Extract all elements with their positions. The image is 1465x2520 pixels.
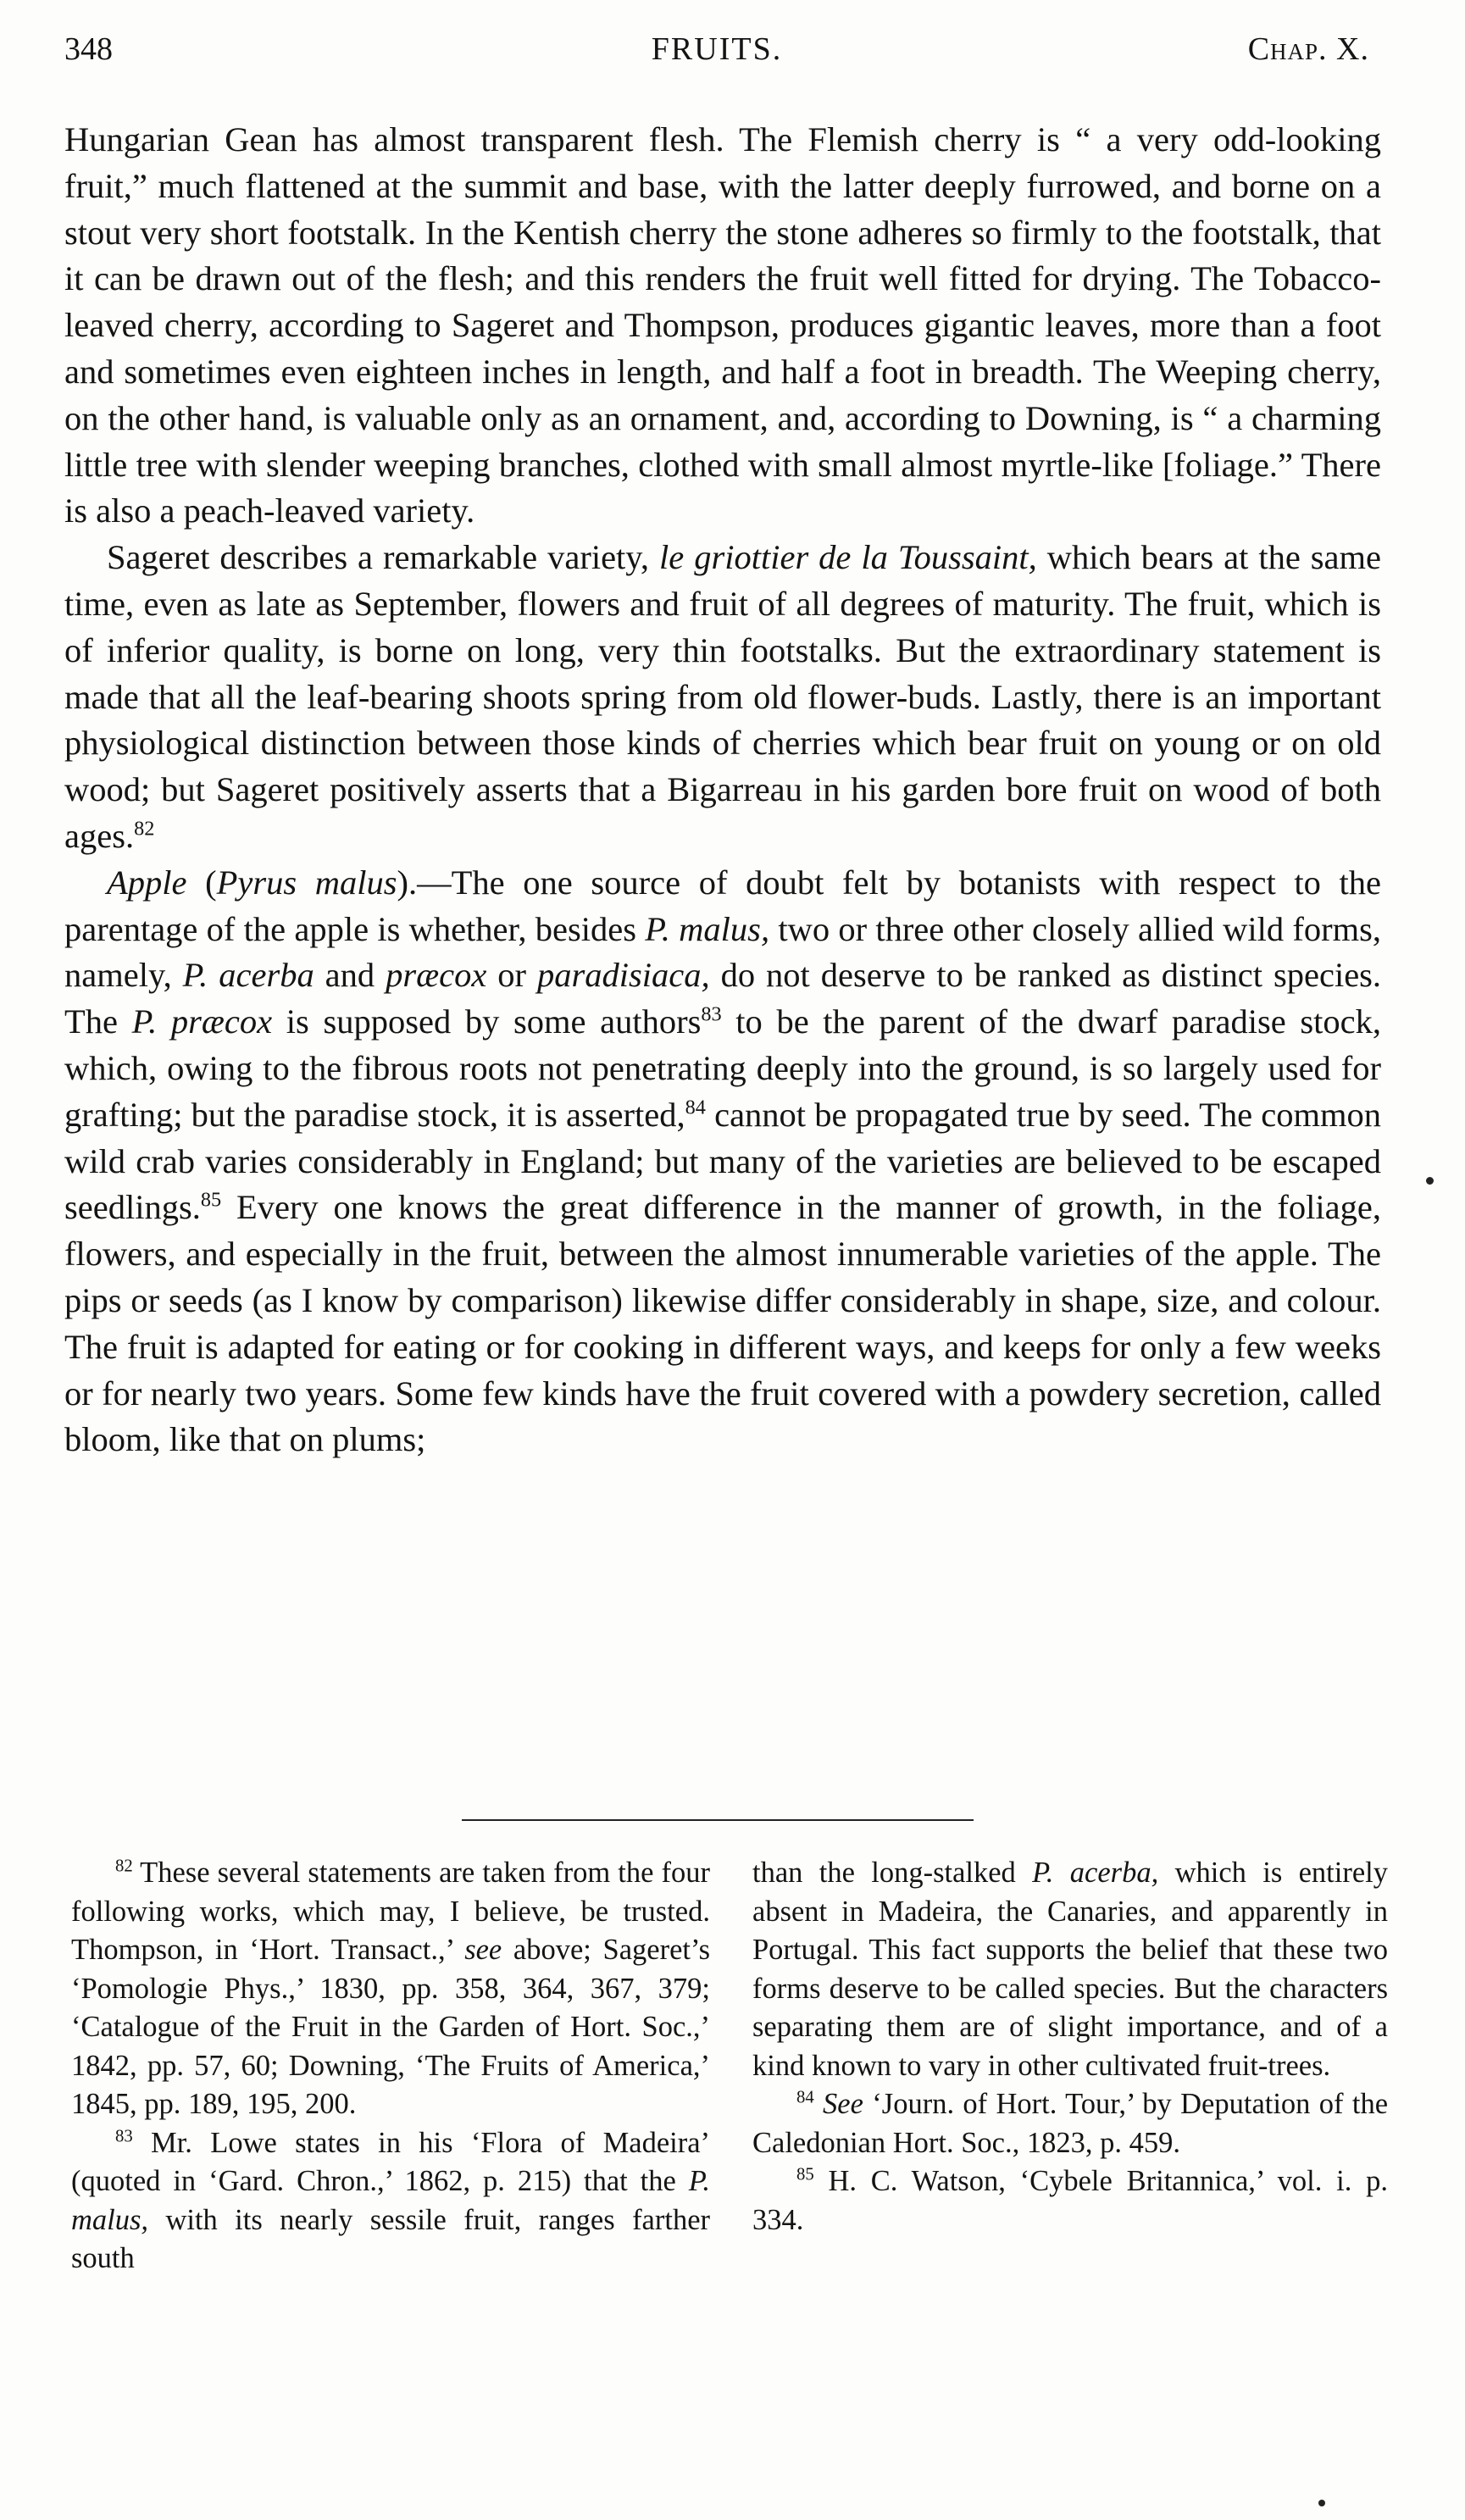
- footnotes-right-column: [752, 1854, 1388, 2240]
- text-run: (: [186, 863, 217, 902]
- footnote-83-continued: [752, 1854, 1388, 2085]
- page-number: 348: [64, 31, 113, 67]
- margin-speck: [1426, 1177, 1434, 1185]
- italic-term: paradisiaca,: [537, 956, 710, 995]
- footnote-82: [71, 1854, 710, 2124]
- text-run: which bears at the same time, even as late as September, flowers and fruit of all degrees of maturity. The fruit, which is of inferior quality, is borne on long, very thin footstalks. But the extraordinary statement is made that all the leaf-bearing shoots spring from old flower-buds. Lastly, there is an important physiological distinction between those kinds of cherries which bear fruit on young or on old wood; but Sageret positively asserts that a Bigarreau in his garden bore fruit on wood of both ages.: [64, 538, 1381, 855]
- text-run: is supposed by some authors: [286, 1002, 702, 1041]
- italic-term: Pyrus malus: [216, 863, 397, 902]
- text-run: Sageret describes a remarkable variety,: [107, 538, 650, 577]
- section-heading-apple: Apple: [107, 863, 187, 902]
- paragraph-sageret: [64, 535, 1381, 860]
- italic-term: P. malus,: [645, 909, 770, 948]
- text-run: H. C. Watson, ‘Cybele Britannica,’ vol. i. p. 334.: [752, 2165, 1388, 2236]
- footnote-ref-83[interactable]: 83: [701, 1002, 722, 1026]
- footnote-divider: [462, 1819, 974, 1821]
- italic-term: præcox: [386, 956, 487, 995]
- running-title: FRUITS.: [651, 31, 783, 67]
- text-run: Mr. Lowe states in his ‘Flora of Madeira’ (quoted in ‘Gard. Chron.,’ 1862, p. 215) that the: [71, 2126, 711, 2197]
- footnote-number: 83: [115, 2127, 133, 2146]
- footnote-ref-85[interactable]: 85: [200, 1188, 222, 1212]
- text-run: and: [325, 956, 375, 995]
- footnote-ref-84[interactable]: 84: [685, 1096, 706, 1119]
- text-run: These several statements are taken from the four following works, which may, I believe, be trusted. Thompson, in ‘Hort. Transact.,’: [71, 1857, 710, 1966]
- text-run: than the long-stalked: [752, 1857, 1016, 1889]
- text-run: Every one knows the great difference in the manner of growth, in the foliage, flowers, and especially in the fruit, between the almost innumerable varieties of the apple. The pips or seeds (as I know by comparison) likewise differ considerably in shape, size, and colour. The fruit is adapted for eating or for cooking in different ways, and keeps for only a few weeks or for nearly two years. Some few kinds have the fruit covered with a powdery secretion, called bloom, like that on plums;: [64, 1188, 1381, 1459]
- paragraph-cherries: Hungarian Gean has almost transparent flesh. The Flemish cherry is “ a very odd-looking fruit,” much flattened at the summit and base, with the latter deeply furrowed, and borne on a stout very short footstalk. In the Kentish cherry the stone adheres so firmly to the footstalk, that it can be drawn out of the flesh; and this renders the fruit well fitted for drying. The Tobacco-leaved cherry, according to Sageret and Thompson, produces gigantic leaves, more than a foot and sometimes even eighteen inches in length, and half a foot in breadth. The Weeping cherry, on the other hand, is valuable only as an ornament, and, according to Downing, is “ a charming little tree with slender weeping branches, clothed with small almost myrtle-like [foliage.” There is also a peach-leaved variety.: [64, 120, 1381, 530]
- footnote-83: [71, 2124, 710, 2279]
- footnote-84: [752, 2085, 1388, 2162]
- chapter-label: Chap. X.: [1247, 31, 1369, 67]
- italic-term: P. malus,: [71, 2165, 710, 2236]
- italic-term: le griottier de la Toussaint,: [659, 538, 1037, 577]
- text-run: ).—The one source of doubt felt by botanists with respect to the parentage of the apple is whether, besides: [64, 863, 1382, 948]
- italic-term: P. præcox: [131, 1002, 273, 1041]
- margin-speck: [1318, 2500, 1325, 2506]
- italic-term: P. acerba: [182, 956, 314, 995]
- text-run: two or three other closely allied wild forms, namely,: [64, 909, 1382, 995]
- text-run: do not deserve to be ranked as distinct species. The: [64, 956, 1382, 1041]
- text-run: with its nearly sessile fruit, ranges farther south: [71, 2203, 710, 2274]
- footnote-ref-82[interactable]: 82: [134, 817, 155, 841]
- text-run: to be the parent of the dwarf paradise stock, which, owing to the fibrous roots not penetrating deeply into the ground, is so largely used for grafting; but the paradise stock, it is asserted,: [64, 1002, 1382, 1134]
- running-head: [64, 24, 1369, 75]
- italic-term: P. acerba,: [1032, 1857, 1159, 1889]
- footnote-number: 82: [115, 1857, 133, 1876]
- italic-term: See: [823, 2088, 863, 2120]
- text-run: or: [497, 956, 527, 995]
- text-run: above; Sageret’s ‘Pomologie Phys.,’ 1830, pp. 358, 364, 367, 379; ‘Catalogue of the Fruit in the Garden of Hort. Soc.,’ 1842, pp. 57, 60; Downing, ‘The Fruits of America,’ 1845, pp. 189, 195, 200.: [71, 1934, 711, 2120]
- main-text: [64, 117, 1381, 1463]
- footnote-number: 84: [796, 2088, 814, 2107]
- footnotes-left-column: [71, 1854, 710, 2279]
- paragraph-apple: [64, 860, 1381, 1463]
- text-run: which is entirely absent in Madeira, the Canaries, and apparently in Portugal. This fact supports the belief that these two forms deserve to be called species. But the characters separating them are of slight importance, and of a kind known to vary in other cultivated fruit-trees.: [752, 1857, 1388, 2082]
- italic-term: see: [464, 1934, 502, 1966]
- text-run: cannot be propagated true by seed. The common wild crab varies considerably in England; but many of the varieties are believed to be escaped seedlings.: [64, 1095, 1381, 1227]
- footnote-number: 85: [796, 2165, 814, 2184]
- footnote-85: [752, 2162, 1388, 2240]
- text-run: ‘Journ. of Hort. Tour,’ by Deputation of the Caledonian Hort. Soc., 1823, p. 459.: [752, 2088, 1389, 2159]
